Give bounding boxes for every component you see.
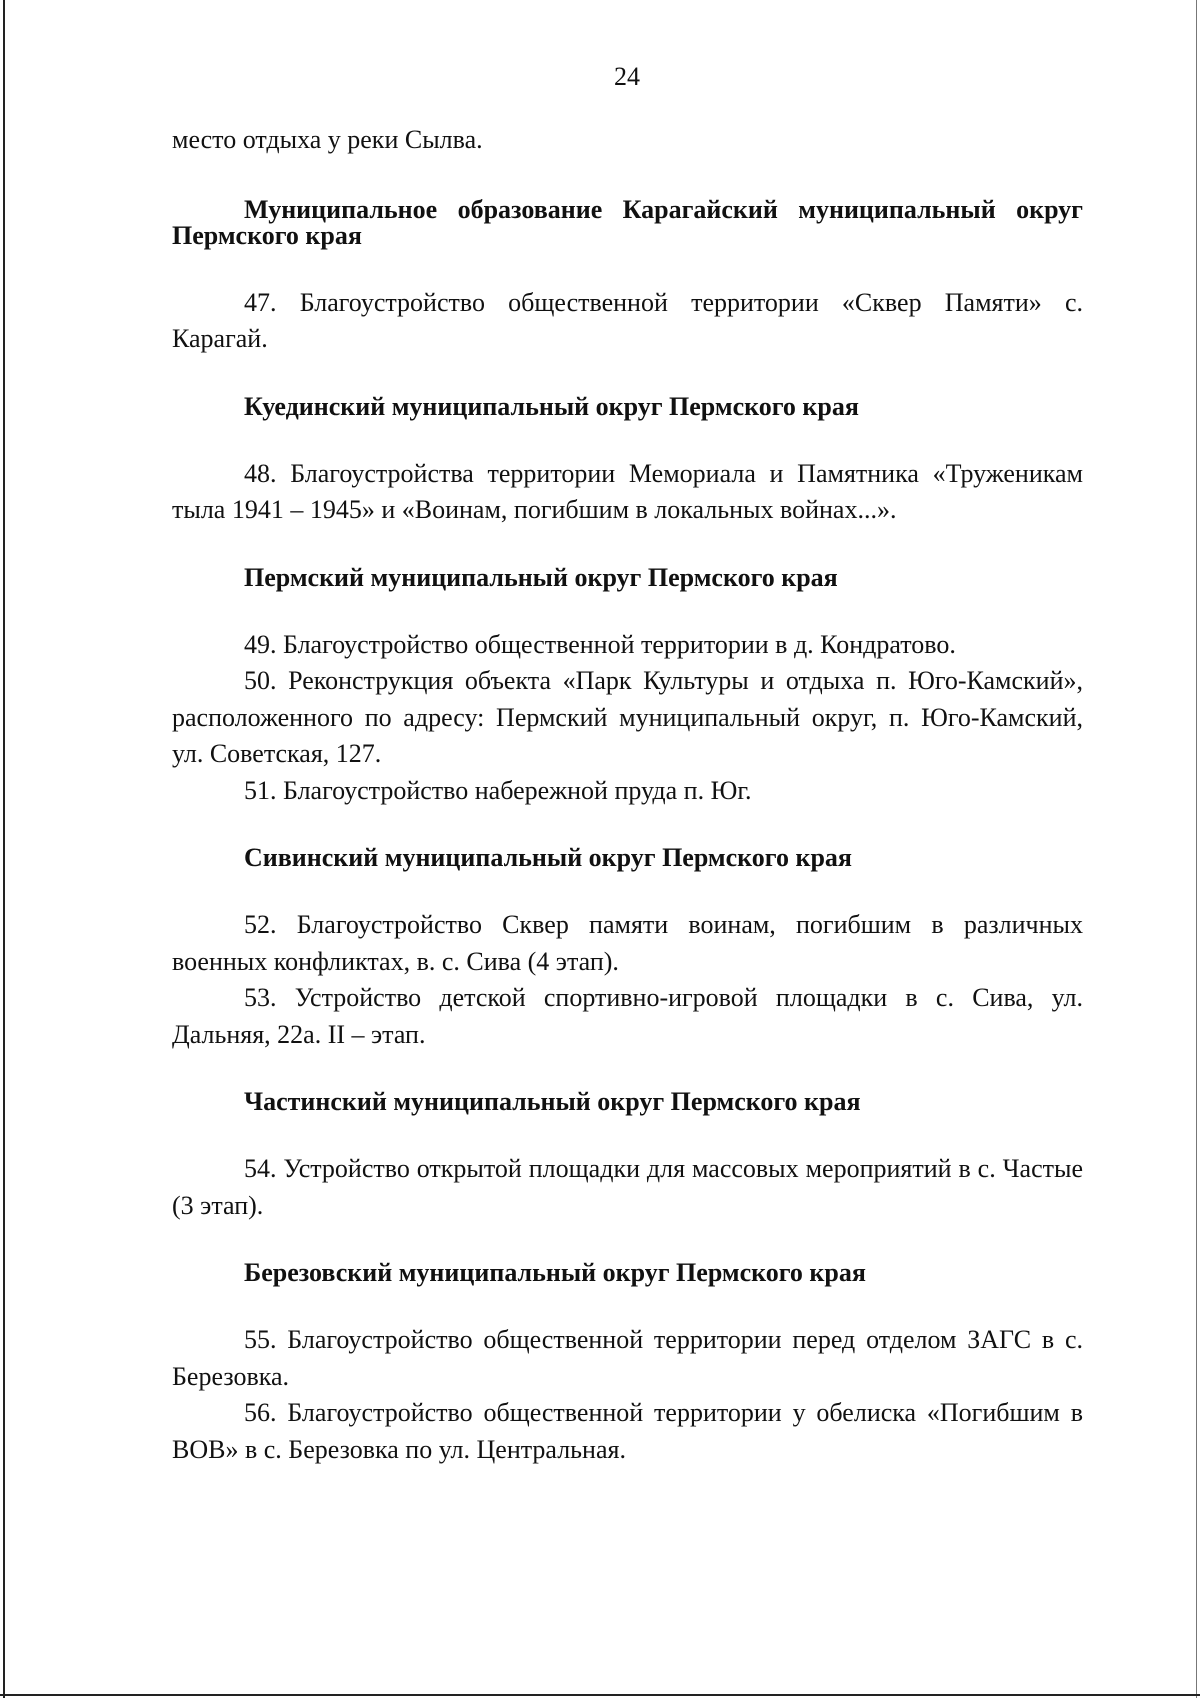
list-item-53: 53. Устройство детской спортивно-игровой площадки в с. Сива, ул. Дальняя, 22а. II – этап. bbox=[172, 983, 1083, 1049]
section-heading-siva: Сивинский муниципальный округ Пермского края bbox=[244, 843, 852, 872]
section-heading-karagay: Муниципальное образование Карагайский муниципальный округ Пермского края bbox=[172, 194, 1083, 250]
list-item-56: 56. Благоустройство общественной территории у обелиска «Погибшим в ВОВ» в с. Березовка по ул. Центральная. bbox=[172, 1398, 1083, 1464]
document-body bbox=[172, 122, 1083, 1468]
page-number: 24 bbox=[614, 62, 640, 91]
section-heading-chastye: Частинский муниципальный округ Пермского края bbox=[244, 1087, 861, 1116]
scan-border-left bbox=[3, 0, 5, 1698]
lead-paragraph: место отдыха у реки Сылва. bbox=[172, 125, 483, 154]
scan-border-bottom bbox=[0, 1694, 1200, 1696]
list-item-52: 52. Благоустройство Сквер памяти воинам, погибшим в различных военных конфликтах, в. с. Сива (4 этап). bbox=[172, 910, 1083, 976]
list-item-51: 51. Благоустройство набережной пруда п. Юг. bbox=[244, 775, 752, 805]
scan-border-right bbox=[1196, 0, 1197, 1698]
section-heading-perm: Пермский муниципальный округ Пермского края bbox=[244, 562, 838, 592]
section-heading-kueda: Куединский муниципальный округ Пермского края bbox=[244, 391, 859, 421]
list-item-55: 55. Благоустройство общественной территории перед отделом ЗАГС в с. Березовка. bbox=[172, 1325, 1083, 1391]
list-item-50: 50. Реконструкция объекта «Парк Культуры и отдыха п. Юго-Камский», расположенного по адресу: Пермский муниципальный округ, п. Юго-Камский, ул. Советская, 127. bbox=[172, 666, 1083, 768]
list-item-49: 49. Благоустройство общественной территории в д. Кондратово. bbox=[244, 629, 956, 659]
list-item-47: 47. Благоустройство общественной территории «Сквер Памяти» с. Карагай. bbox=[172, 287, 1083, 353]
list-item-54: 54. Устройство открытой площадки для массовых мероприятий в с. Частые (3 этап). bbox=[172, 1154, 1083, 1220]
list-item-48: 48. Благоустройства территории Мемориала и Памятника «Труженикам тыла 1941 – 1945» и «Воинам, погибшим в локальных войнах...». bbox=[172, 458, 1083, 524]
section-heading-berezovka: Березовский муниципальный округ Пермского края bbox=[244, 1258, 866, 1287]
